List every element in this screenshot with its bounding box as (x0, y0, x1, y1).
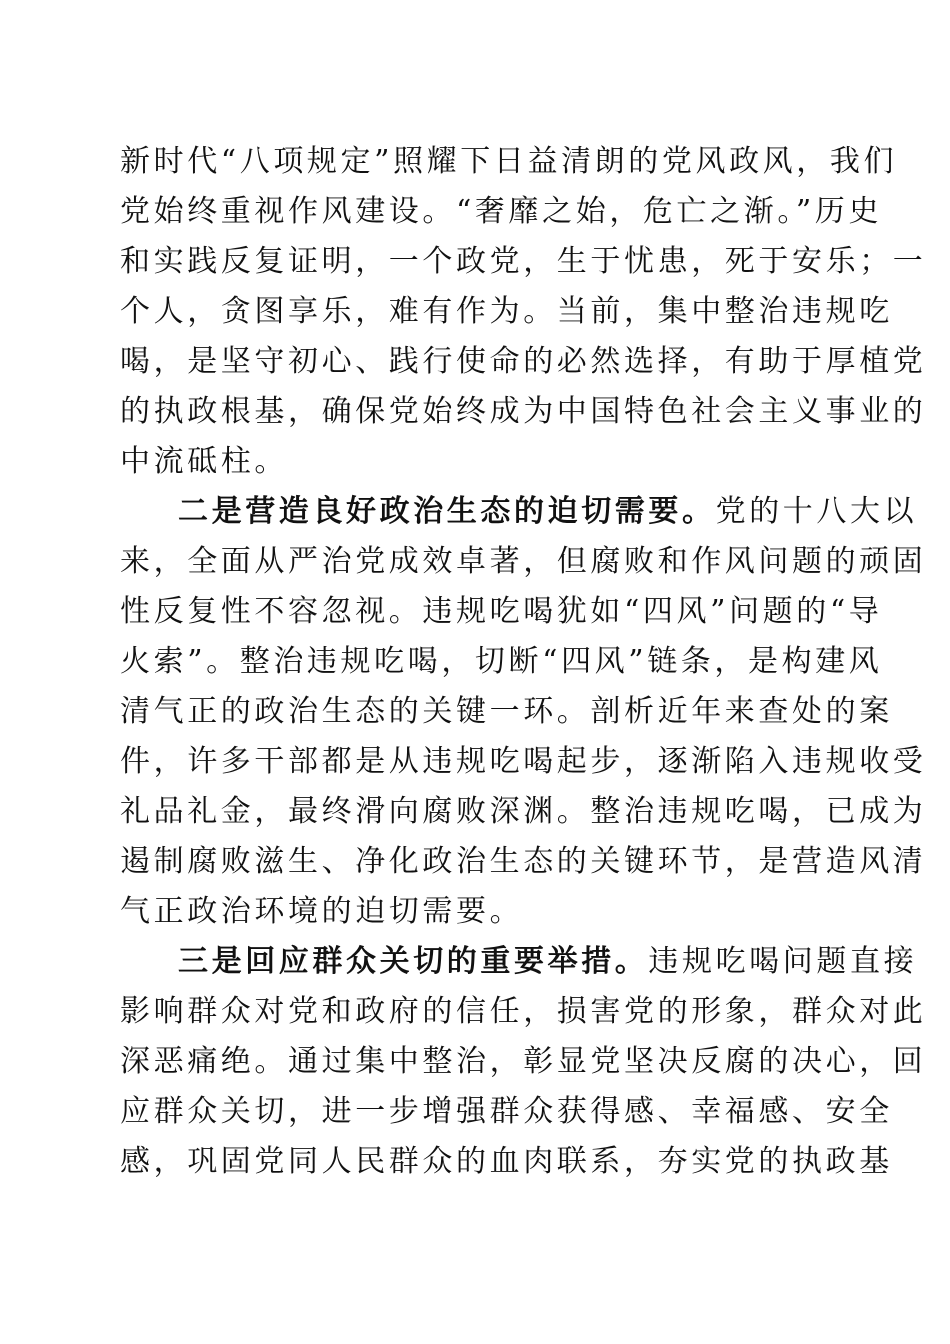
text-line (120, 437, 820, 487)
text-line (120, 287, 893, 337)
text-segment: 的执政根基，确保党始终成为中国特色社会主义事业的 (120, 394, 927, 429)
paragraph-first-line (178, 487, 918, 537)
text-segment: 喝，是坚守初心、践行使命的必然选择，有助于厚植党 (120, 344, 927, 379)
text-segment: 中流砥柱。 (120, 444, 288, 479)
text-line (120, 1037, 927, 1087)
text-segment: 深恶痛绝。通过集中整治，彰显党坚决反腐的决心，回 (120, 1044, 927, 1079)
text-line (120, 137, 898, 187)
text-segment: 党的十八大以 (715, 494, 918, 529)
text-line (120, 537, 927, 587)
text-segment: 违规吃喝问题直接 (648, 944, 918, 979)
text-line (120, 837, 927, 887)
text-segment: 气正政治环境的迫切需要。 (120, 894, 524, 929)
text-line (120, 787, 927, 837)
section-heading: 三是回应群众关切的重要举措。 (178, 944, 649, 979)
text-line (120, 387, 927, 437)
paragraph-first-line (178, 937, 918, 987)
section-heading: 二是营造良好政治生态的迫切需要。 (178, 494, 716, 529)
text-line (120, 587, 883, 637)
text-segment: 影响群众对党和政府的信任，损害党的形象，群众对此 (120, 994, 927, 1029)
text-line (120, 187, 883, 237)
text-segment: 来，全面从严治党成效卓著，但腐败和作风问题的顽固 (120, 544, 927, 579)
text-line (120, 887, 820, 937)
text-line (120, 237, 927, 287)
text-segment: 个人，贪图享乐，难有作为。当前，集中整治违规吃 (120, 294, 893, 329)
text-segment: 礼品礼金，最终滑向腐败深渊。整治违规吃喝，已成为 (120, 794, 927, 829)
text-segment: 感，巩固党同人民群众的血肉联系，夯实党的执政基 (120, 1144, 893, 1179)
text-segment: 遏制腐败滋生、净化政治生态的关键环节，是营造风清 (120, 844, 927, 879)
text-line (120, 987, 927, 1037)
text-segment: 件，许多干部都是从违规吃喝起步，逐渐陷入违规收受 (120, 744, 927, 779)
text-line (120, 737, 927, 787)
text-segment: 性反复性不容忽视。违规吃喝犹如“四风”问题的“导 (120, 594, 883, 629)
text-segment: 应群众关切，进一步增强群众获得感、幸福感、安全 (120, 1094, 893, 1129)
text-segment: 清气正的政治生态的关键一环。剖析近年来查处的案 (120, 694, 893, 729)
text-line (120, 337, 927, 387)
text-segment: 和实践反复证明，一个政党，生于忧患，死于安乐；一 (120, 244, 927, 279)
text-line (120, 687, 893, 737)
text-segment: 火索”。整治违规吃喝，切断“四风”链条，是构建风 (120, 644, 883, 679)
text-line (120, 637, 883, 687)
text-segment: 党始终重视作风建设。“奢靡之始，危亡之渐。”历史 (120, 194, 883, 229)
text-line (120, 1087, 893, 1137)
text-segment: 新时代“八项规定”照耀下日益清朗的党风政风，我们 (120, 144, 898, 179)
text-line (120, 1137, 893, 1187)
